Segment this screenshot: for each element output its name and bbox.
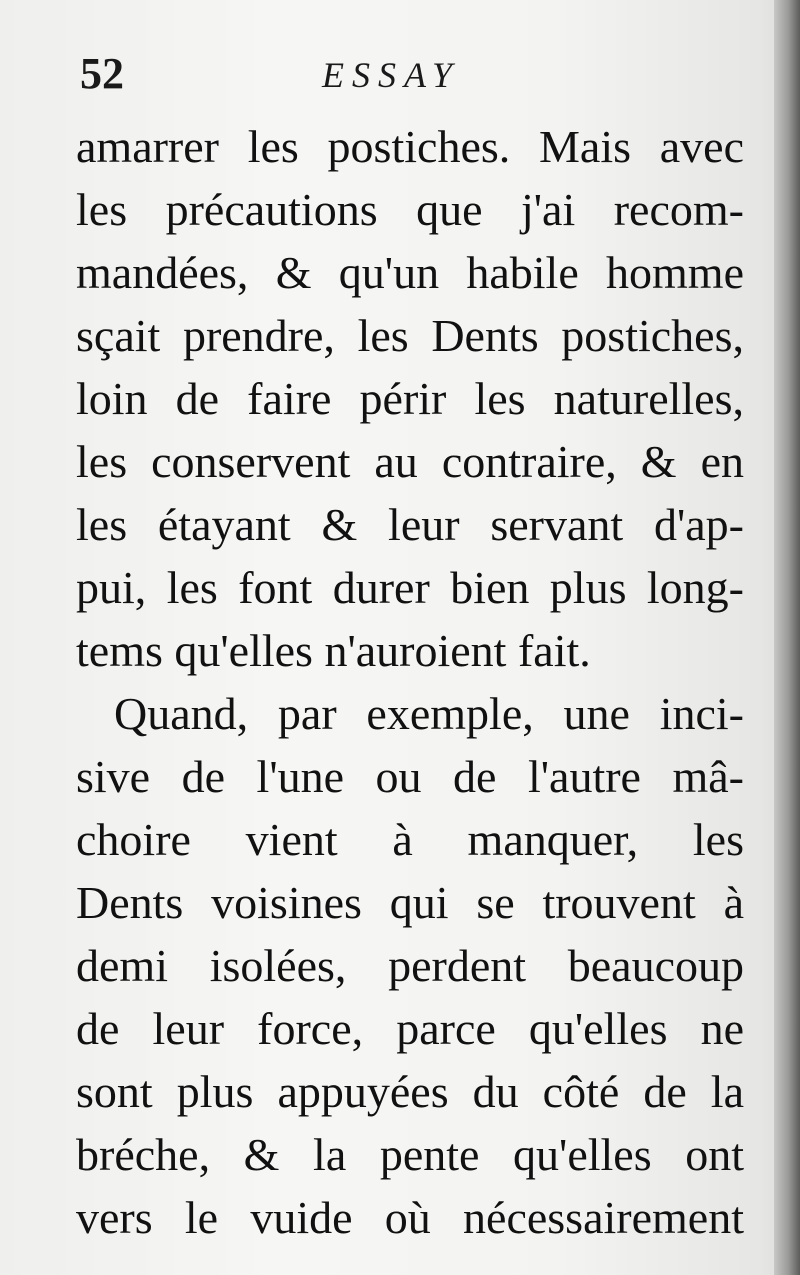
text-line: tems qu'elles n'auroient fait. — [76, 625, 591, 676]
running-head: ESSAY — [322, 55, 461, 95]
text-line: les conservent au contraire, & en — [76, 436, 744, 487]
text-line: sive de l'une ou de l'autre mâ- — [76, 751, 744, 802]
text-line: bréche, & la pente qu'elles ont — [76, 1129, 744, 1180]
page-header — [80, 48, 740, 108]
text-line: les précautions que j'ai recom- — [76, 184, 744, 235]
text-line: les étayant & leur servant d'ap- — [76, 499, 744, 550]
text-line: de leur force, parce qu'elles ne — [76, 1003, 744, 1054]
text-line: Quand, par exemple, une inci- — [114, 688, 744, 739]
text-line: vers le vuide où nécessairement — [76, 1192, 744, 1243]
text-line: sont plus appuyées du côté de la — [76, 1066, 744, 1117]
text-line: mandées, & qu'un habile homme — [76, 247, 744, 298]
text-line: demi isolées, perdent beaucoup — [76, 940, 744, 991]
text-line: choire vient à manquer, les — [76, 814, 744, 865]
page-number: 52 — [80, 49, 124, 98]
text-line: pui, les font durer bien plus long- — [76, 562, 744, 613]
text-line: Dents voisines qui se trouvent à — [76, 877, 744, 928]
text-line: loin de faire périr les naturelles, — [76, 373, 744, 424]
text-line: sçait prendre, les Dents postiches, — [76, 310, 744, 361]
page-edge-shadow — [774, 0, 800, 1275]
body-text — [76, 115, 744, 1249]
text-line: amarrer les postiches. Mais avec — [76, 121, 744, 172]
